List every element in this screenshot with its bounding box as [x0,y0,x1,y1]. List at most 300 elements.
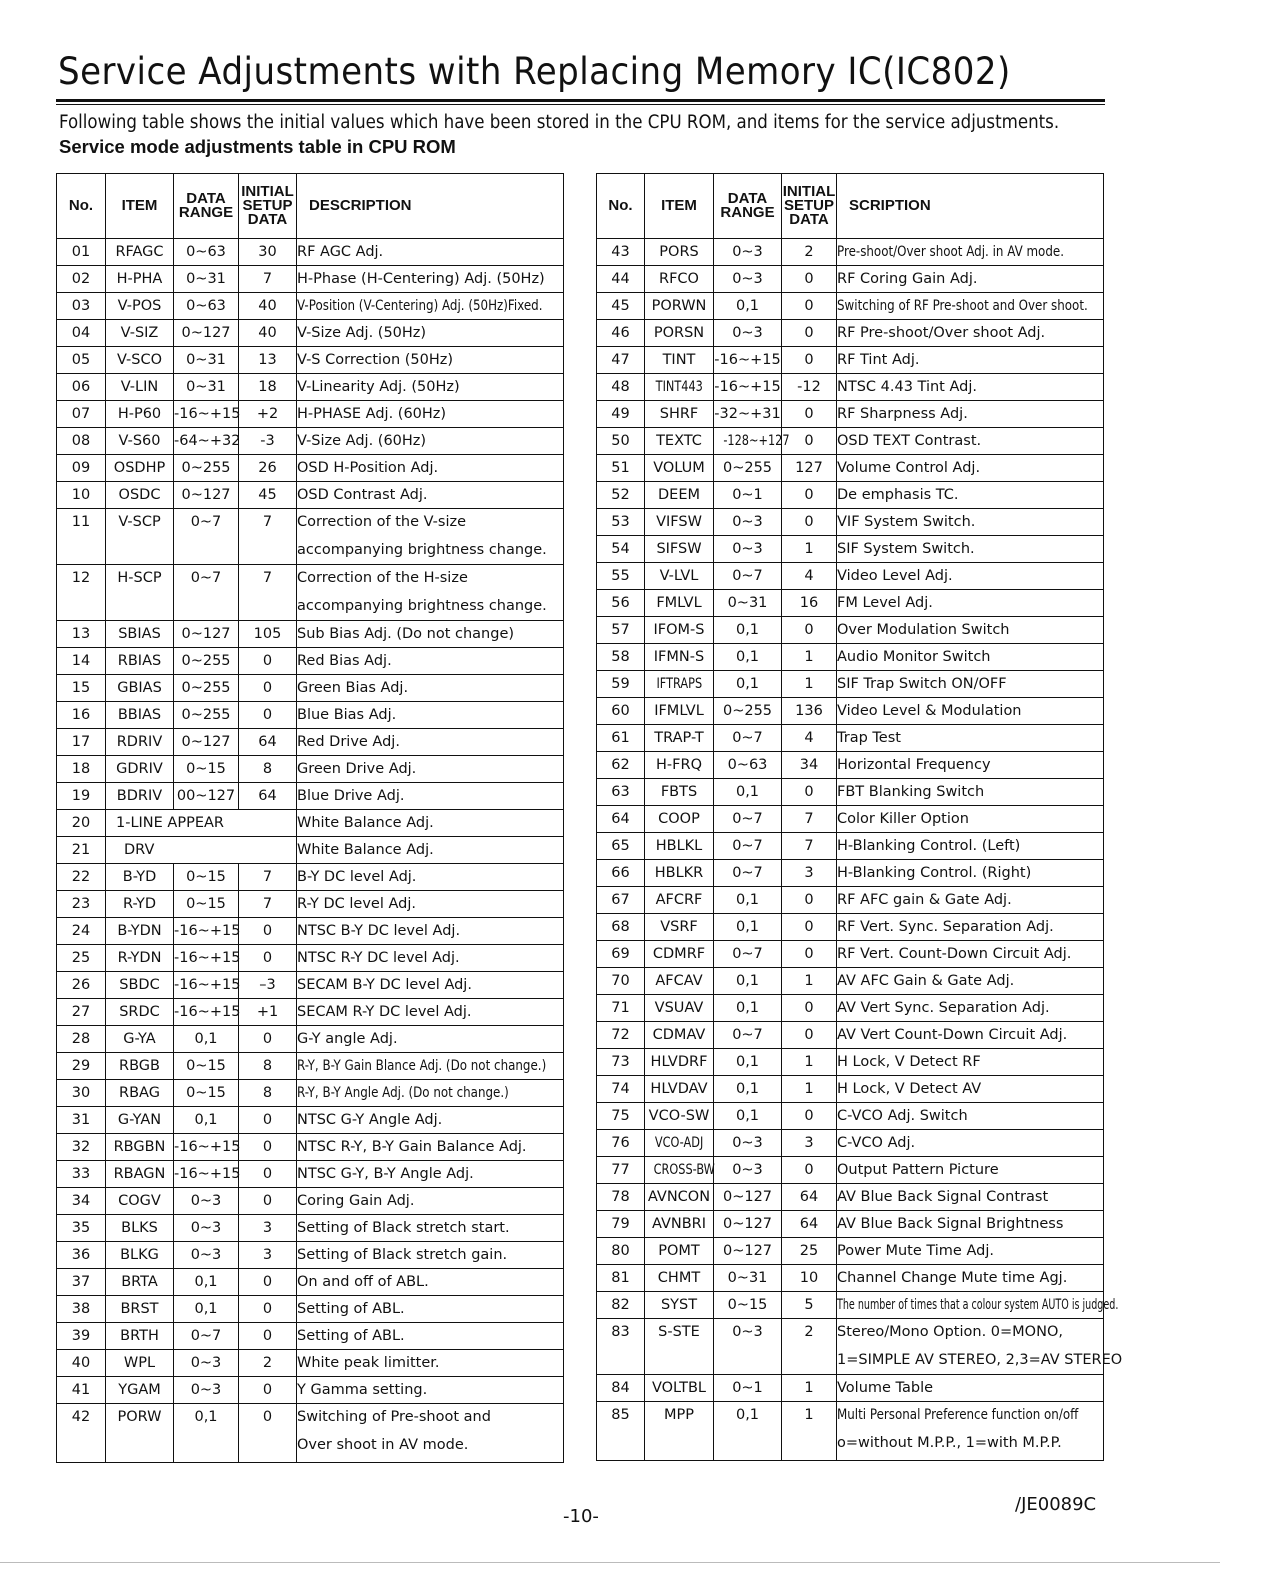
cell-description [837,860,1104,887]
cell-initial-data: 0 [239,1188,297,1215]
description-line [837,644,1103,670]
description-text: Pre-shoot/Over shoot Adj. in AV mode. [837,244,1064,260]
table-row [57,999,564,1026]
description-text: Green Drive Adj. [297,761,417,777]
description-line [837,1292,1119,1318]
cell-description [837,1157,1104,1184]
cell-data-range [174,972,239,999]
cell-data-range [174,1107,239,1134]
description-line [837,833,1103,859]
range-value: -16~+15 [174,1139,241,1155]
cell-data-range [174,1323,239,1350]
description-line [837,1157,1103,1183]
cell-description [297,1188,564,1215]
table-row [597,1238,1104,1265]
cell-no: 59 [597,671,645,698]
range-value: 0~3 [732,514,763,530]
cell-item [645,644,714,671]
range-value: -16~+15 [714,352,781,368]
cell-data-range [174,266,239,293]
table-row [57,401,564,428]
cell-initial-data: 16 [782,590,837,617]
item-code: BDRIV [116,788,163,804]
cell-item [645,833,714,860]
cell-data-range [174,675,239,702]
table-row [57,675,564,702]
cell-description [297,565,564,621]
range-value: 0,1 [735,919,760,935]
cell-description [837,374,1104,401]
cell-description [297,374,564,401]
cell-initial-data: 136 [782,698,837,725]
cell-item [645,914,714,941]
cell-description [297,509,564,565]
cell-item [645,1157,714,1184]
item-code: DEEM [658,487,700,503]
cell-no: 37 [57,1269,106,1296]
description-text: Setting of ABL. [297,1301,405,1317]
description-text: AV Vert Count-Down Circuit Adj. [837,1027,1068,1043]
cell-no: 77 [597,1157,645,1184]
cell-data-range [174,1026,239,1053]
cell-no: 33 [57,1161,106,1188]
description-line [837,779,1103,805]
cell-description [297,401,564,428]
cell-no: 57 [597,617,645,644]
cell-item [645,806,714,833]
range-value: -16~+15 [174,1166,241,1182]
cell-initial-data: 0 [782,617,837,644]
cell-item [645,1184,714,1211]
table-row [597,914,1104,941]
cell-item [106,1377,174,1404]
cell-description [297,482,564,509]
cell-no: 72 [597,1022,645,1049]
item-code: SIFSW [656,541,702,557]
cell-initial-data: 2 [782,1319,837,1375]
table-row [597,1402,1104,1461]
description-line [837,1022,1103,1048]
item-code: CDMRF [652,946,706,962]
item-code: PORS [659,244,699,260]
description-text: Switching of RF Pre-shoot and Over shoot. [837,298,1088,314]
table-row [597,1076,1104,1103]
cell-item [106,648,174,675]
table-row [597,374,1104,401]
cell-description [837,1076,1104,1103]
cell-no: 85 [597,1402,645,1461]
range-value: -16~+15 [174,950,241,966]
range-value: 0~127 [181,487,231,503]
description-text: RF AFC gain & Gate Adj. [837,892,1012,908]
cell-item: DRV [106,837,297,864]
description-text: Blue Bias Adj. [297,707,397,723]
range-value: -16~+15 [174,923,241,939]
cell-no: 40 [57,1350,106,1377]
range-value: 0~63 [186,244,226,260]
range-value: 0~7 [732,730,763,746]
cell-no: 10 [57,482,106,509]
description-line [297,1134,563,1160]
cell-no: 16 [57,702,106,729]
range-value: 0~15 [186,1058,226,1074]
cell-description [837,320,1104,347]
table-row [57,565,564,621]
cell-item [106,783,174,810]
cell-no: 21 [57,837,106,864]
range-value: -32~+31 [714,406,781,422]
cell-initial-data: 0 [239,945,297,972]
description-line [297,756,563,782]
range-value: 0~7 [732,1027,763,1043]
cell-item: 1-LINE APPEAR [106,810,297,837]
cell-no: 66 [597,860,645,887]
item-code: IFTRAPS [656,676,702,692]
item-code: COOP [658,811,700,827]
description-text: V-Size Adj. (60Hz) [297,433,427,449]
cell-item [106,1134,174,1161]
item-code: HBLKR [654,865,704,881]
cell-data-range [174,1242,239,1269]
cell-data-range [174,891,239,918]
range-value: 0~3 [732,1324,763,1340]
cell-no: 20 [57,810,106,837]
table-row [597,806,1104,833]
description-line [297,1026,563,1052]
cell-description [297,1161,564,1188]
cell-no: 58 [597,644,645,671]
cell-initial-data: 40 [239,320,297,347]
cell-no: 19 [57,783,106,810]
description-line [297,648,563,674]
table-row [57,783,564,810]
item-code: R-YD [122,896,157,912]
table-row [57,1296,564,1323]
cell-no: 39 [57,1323,106,1350]
item-code: BLKG [120,1247,159,1263]
description-line [297,1432,563,1460]
range-value: 0~3 [732,541,763,557]
cell-initial-data: 127 [782,455,837,482]
item-code: S-STE [658,1324,700,1340]
cell-description [837,509,1104,536]
range-value: 0~3 [732,1162,763,1178]
item-code: V-POS [117,298,162,314]
cell-description [837,1022,1104,1049]
item-code: FBTS [660,784,698,800]
cell-no: 81 [597,1265,645,1292]
description-line [297,864,563,890]
cell-data-range [714,1157,782,1184]
item-code: G-YA [123,1031,156,1047]
cell-item [106,1026,174,1053]
description-line [297,374,563,400]
description-text: V-Size Adj. (50Hz) [297,325,427,341]
cell-data-range [174,729,239,756]
item-code: VOLTBL [651,1380,707,1396]
description-line [297,702,563,728]
description-line [837,1402,1103,1430]
description-text: RF AGC Adj. [297,244,384,260]
cell-no: 44 [597,266,645,293]
cell-initial-data: 0 [782,1157,837,1184]
header-no: No. [597,174,645,239]
cell-no: 24 [57,918,106,945]
cell-data-range [174,1269,239,1296]
description-line [837,266,1103,292]
range-value: 0~3 [190,1382,222,1398]
table-row [597,1319,1104,1375]
item-code: BRTA [121,1274,158,1290]
adjustments-table-right [596,173,1123,1461]
description-text: Audio Monitor Switch [837,649,991,665]
cell-data-range [174,347,239,374]
cell-initial-data: 0 [782,482,837,509]
cell-item [106,864,174,891]
item-code: H-SCP [117,570,162,586]
cell-item [645,1402,714,1461]
description-line [837,671,1103,697]
cell-description [297,1107,564,1134]
description-text: C-VCO Adj. Switch [837,1108,968,1124]
cell-initial-data: 8 [239,756,297,783]
cell-data-range [714,644,782,671]
cell-data-range [714,1238,782,1265]
table-row [597,833,1104,860]
range-value: 0,1 [735,649,760,665]
cell-description [297,810,564,837]
cell-data-range [714,482,782,509]
cell-description [837,1265,1104,1292]
cell-data-range [714,1319,782,1375]
cell-initial-data: 0 [782,779,837,806]
cell-description [297,702,564,729]
cell-no: 70 [597,968,645,995]
cell-no: 18 [57,756,106,783]
cell-initial-data: 1 [782,1076,837,1103]
range-value: -64~+32 [174,433,241,449]
cell-no: 60 [597,698,645,725]
cell-description [297,455,564,482]
description-text: RF Vert. Count-Down Circuit Adj. [837,946,1072,962]
cell-description [837,995,1104,1022]
cell-initial-data: 2 [782,239,837,266]
cell-data-range [174,401,239,428]
item-code: AVNCON [647,1189,711,1205]
cell-description [297,729,564,756]
item-code: BBIAS [117,707,162,723]
cell-data-range [174,428,239,455]
description-text: The number of times that a colour system AUTO is judged. [837,1297,1119,1313]
cell-item [645,590,714,617]
description-text: H Lock, V Detect AV [837,1081,982,1097]
cell-description [297,428,564,455]
cell-data-range [174,783,239,810]
description-line [837,347,1103,373]
range-value: 0,1 [735,1000,760,1016]
cell-description [297,293,564,320]
description-line [837,1076,1103,1102]
cell-no: 43 [597,239,645,266]
description-text: RF Sharpness Adj. [837,406,968,422]
cell-description [297,1080,564,1107]
item-code: TINT [662,352,696,368]
description-text: FM Level Adj. [837,595,933,611]
cell-item [106,1350,174,1377]
cell-description [837,536,1104,563]
item-code: IFMLVL [654,703,704,719]
description-line [297,401,563,427]
item-code: SYST [660,1297,698,1313]
table-row [597,752,1104,779]
cell-no: 46 [597,320,645,347]
range-value: 00~127 [176,788,236,804]
range-value: 0~127 [181,626,231,642]
cell-data-range [714,455,782,482]
cell-initial-data: 8 [239,1080,297,1107]
description-text: B-Y DC level Adj. [297,869,417,885]
description-line [837,995,1103,1021]
description-text: NTSC 4.43 Tint Adj. [837,379,977,395]
cell-data-range [714,374,782,401]
intro-text: Following table shows the initial values which have been stored in the CPU ROM, and items for the service adjustments. [59,112,1060,133]
item-code: PORSN [653,325,705,341]
item-code: PORW [117,1409,162,1425]
description-line [837,1130,1103,1156]
item-code: AFCRF [655,892,703,908]
cell-data-range [714,320,782,347]
table-row [57,918,564,945]
item-code: H-FRQ [656,757,702,773]
cell-item [645,1103,714,1130]
range-value: 0,1 [194,1031,218,1047]
range-value: 0~31 [186,271,226,287]
item-code: HLVDAV [650,1081,708,1097]
cell-no: 30 [57,1080,106,1107]
range-value: 0~7 [190,514,222,530]
cell-item [645,374,714,401]
cell-no: 28 [57,1026,106,1053]
cell-initial-data: 3 [782,860,837,887]
cell-no: 74 [597,1076,645,1103]
cell-initial-data: 7 [239,565,297,621]
cell-description [837,914,1104,941]
cell-no: 26 [57,972,106,999]
header-description: SCRIPTION [837,174,1104,239]
description-text: Sub Bias Adj. (Do not change) [297,626,515,642]
item-code: TINT443 [655,379,703,395]
cell-item [106,675,174,702]
cell-initial-data: 0 [782,914,837,941]
cell-initial-data: 25 [782,1238,837,1265]
cell-item [645,860,714,887]
description-line [297,1296,563,1322]
cell-item [106,999,174,1026]
cell-initial-data: 8 [239,1053,297,1080]
cell-data-range [174,1350,239,1377]
description-text: C-VCO Adj. [837,1135,916,1151]
cell-item [106,374,174,401]
description-text: RF Pre-shoot/Over shoot Adj. [837,325,1046,341]
description-line [837,1238,1103,1264]
table-row [597,1375,1104,1402]
cell-description [837,968,1104,995]
cell-item [106,1161,174,1188]
table-row [597,401,1104,428]
item-code: VOLUM [653,460,705,476]
description-text: Volume Table [837,1380,934,1396]
table-row [57,702,564,729]
cell-item [645,752,714,779]
cell-description [837,698,1104,725]
cell-no: 35 [57,1215,106,1242]
description-line [837,374,1103,400]
description-text: VIF System Switch. [837,514,976,530]
cell-description [297,1215,564,1242]
table-row [597,347,1104,374]
cell-data-range [174,482,239,509]
cell-item [106,1242,174,1269]
cell-item [645,995,714,1022]
cell-data-range [714,509,782,536]
range-value: 0~127 [722,1216,773,1232]
description-text: White Balance Adj. [297,842,434,858]
table-row [597,887,1104,914]
table-row [57,1026,564,1053]
item-code: IFMN-S [653,649,705,665]
cell-initial-data: 7 [239,509,297,565]
description-line [297,729,563,755]
cell-no: 65 [597,833,645,860]
header-initial-setup-data: INITIAL SETUP DATA [782,174,837,239]
item-code: RBIAS [117,653,162,669]
cell-initial-data: 0 [239,1269,297,1296]
range-value: 0,1 [735,1108,760,1124]
cell-data-range [714,293,782,320]
cell-no: 13 [57,621,106,648]
cell-description [297,783,564,810]
cell-description [297,239,564,266]
cell-description [837,1238,1104,1265]
description-line [837,428,1103,454]
cell-description [837,1130,1104,1157]
page-number: -10- [563,1506,599,1527]
range-value: 0~127 [181,734,231,750]
description-text: Correction of the V-size [297,514,467,530]
item-code: SBDC [119,977,160,993]
cell-data-range [714,1292,782,1319]
cell-initial-data: 0 [239,702,297,729]
range-value: 0~127 [722,1243,773,1259]
table-row [597,266,1104,293]
description-text: RF Vert. Sync. Separation Adj. [837,919,1054,935]
cell-item [106,239,174,266]
range-value: 0~15 [186,761,226,777]
table-row [57,891,564,918]
cell-description [837,941,1104,968]
cell-data-range [714,833,782,860]
cell-no: 50 [597,428,645,455]
description-text: Blue Drive Adj. [297,788,405,804]
cell-no: 25 [57,945,106,972]
cell-initial-data: 40 [239,293,297,320]
cell-initial-data: 0 [782,509,837,536]
description-text: White Balance Adj. [297,815,434,831]
cell-initial-data: 0 [239,1377,297,1404]
description-line [837,1319,1103,1347]
description-text: Color Killer Option [837,811,969,827]
cell-item [106,266,174,293]
